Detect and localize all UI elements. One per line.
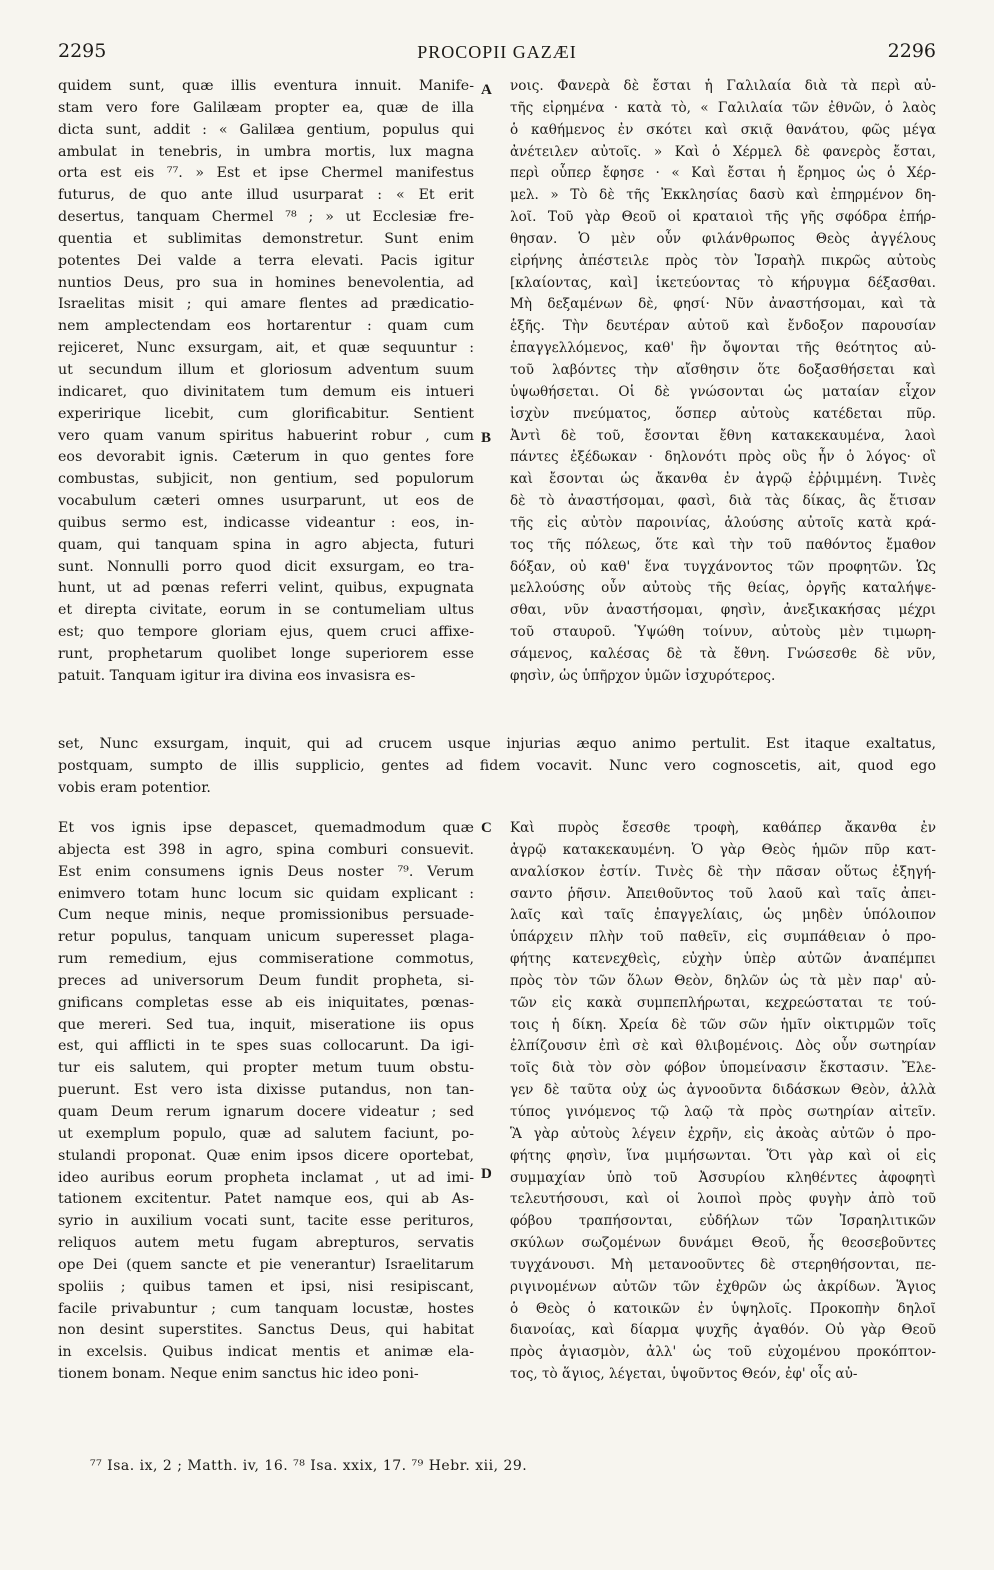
text-line: ope Dei (quem sancte et pie venerantur) Israelitarum	[58, 1256, 474, 1273]
text-line: postquam, sumpto de illis supplicio, gentes ad fidem vocavit. Nunc vero cognoscetis, ait, quod ego	[58, 757, 936, 774]
text-line: enimvero totam hunc locum sic quidam explicant :	[58, 885, 474, 902]
text-line: τελευτήσουσι, καὶ οἱ λοιποὶ πρὸς φυγὴν ἀπὸ τοῦ	[510, 1191, 936, 1208]
text-line: ριγινομένων αὐτῶν τῶν ἐχθρῶν ὡς ἀκρίδων. Ἅγιος	[510, 1278, 936, 1295]
text-line: combustas, subjicit, non gentium, sed populorum	[58, 471, 474, 488]
text-line: puerunt. Est vero ista dixisse putandus, non tan-	[58, 1082, 474, 1099]
page-number-left: 2295	[58, 40, 107, 62]
text-line: tationem excitentur. Patet namque eos, qui ab As-	[58, 1191, 474, 1208]
text-line: in excelsis. Quibus indicat mentis et animæ ela-	[58, 1344, 474, 1361]
running-title: PROCOPII GAZÆI	[417, 42, 577, 62]
latin-column-bottom	[58, 818, 474, 1386]
text-line: tionem bonam. Neque enim sanctus hic ideo poni-	[58, 1366, 419, 1383]
text-line: σκύλων σωζομένων δυνάμει Θεοῦ, ἧς θεοσεβοῦντες	[510, 1235, 936, 1252]
text-line: τοῖς διὰ τὸν σὸν φόβον ὑπομείνασιν ἔκστασιν. Ἔλε-	[510, 1060, 936, 1077]
text-line: et direpta civitate, eorum in se contumeliam ultus	[58, 602, 474, 619]
text-line: λαῖς καὶ ταῖς ἐπαγγελίαις, ὡς μηδὲν ὑπόλοιπον	[510, 907, 936, 924]
text-line: eos devorabit ignis. Cæterum in quo gentes fore	[58, 449, 474, 466]
text-line: que mereri. Sed tua, inquit, miseratione iis opus	[58, 1016, 474, 1033]
text-line: rum remedium, ejus commiseratione commotus,	[58, 951, 474, 968]
text-line: συμμαχίαν ὑπὸ τοῦ Ἀσσυρίου κληθέντες ἀφοφητὶ	[510, 1169, 936, 1186]
text-line: δόξαν, οὐ καθ' ἕνα τυγχάνοντος τῶν προφητῶν. Ὡς	[510, 558, 936, 575]
text-line: quibus sermo est, indicasse videantur : eos, in-	[58, 514, 474, 531]
text-line: preces ad universorum Deum fundit propheta, si-	[58, 972, 474, 989]
text-line: Ἃ γὰρ αὐτοὺς λέγειν ἐχρῆν, εἰς ἀκοὰς αὐτῶν ὁ προ-	[510, 1125, 936, 1142]
text-line: gnificans completas esse ab eis iniquitates, pœnas-	[58, 994, 474, 1011]
text-line: πάντες ἐξέδωκαν · δηλονότι πρὸς οὓς ἦν ὁ λόγος· οἳ	[510, 449, 936, 466]
text-line: τῆς εἰς αὐτὸν παροινίας, ἁλούσης αὐτοῖς κατὰ κρά-	[510, 514, 936, 531]
page-number-right: 2296	[887, 40, 936, 62]
text-line: τυγχάνουσι. Μὴ μετανοοῦντες δὲ στερηθήσονται, πε-	[510, 1256, 936, 1273]
text-line: αναλίσκον ἐστίν. Τινὲς δὲ τὴν πᾶσαν οὕτως ἐξηγή-	[510, 863, 936, 880]
text-line: γεν δὲ ταῦτα οὐχ ὡς ἀγνοοῦντα διδάσκων Θεὸν, ἀλλὰ	[510, 1082, 936, 1099]
section-marker-c: C	[481, 820, 492, 836]
text-line: σαντο ῥῆσιν. Ἀπειθοῦντος τοῦ λαοῦ καὶ ταῖς ἀπει-	[510, 885, 936, 902]
section-marker-a: A	[481, 82, 492, 98]
text-line: indicaret, quo divinitatem tum demum eis intueri	[58, 383, 474, 400]
text-line: experirique licebit, cum glorificabitur. Sentient	[58, 405, 474, 422]
text-line: ἰσχὺν πνεύματος, ὅσπερ αὐτοὺς κατέδεται πῦρ.	[510, 405, 936, 422]
text-line: runt, prophetarum quolibet longe superiorem esse	[58, 645, 474, 662]
text-line: φησὶν, ὡς ὑπῆρχον ὑμῶν ἰσχυρότερος.	[510, 667, 776, 684]
text-line: futurus, de quo ante illud usurparat : « Et erit	[58, 187, 474, 204]
text-line: δὲ τὸ ἀναστήσομαι, φασὶ, διὰ τὰς δίκας, ἃς ἔτισαν	[510, 493, 936, 510]
text-line: θησαν. Ὁ μὲν οὖν φιλάνθρωπος Θεὸς ἀγγέλους	[510, 230, 936, 247]
text-line: τοῦ σταυροῦ. Ὑψώθη τοίνυν, αὐτοὺς μὲν τιμωρη-	[510, 624, 936, 641]
text-line: Ἀντὶ δὲ τοῦ, ἔσονται ἔθνη κατακεκαυμένα, λαοὶ	[510, 427, 936, 444]
text-line: nem amplectendam eos hortarentur : quam cum	[58, 318, 474, 335]
text-line: φόβου τραπήσονται, εὐδήλων τῶν Ἰσραηλιτικῶν	[510, 1213, 936, 1230]
text-line: est; quo tempore gloriam ejus, quem cruci affixe-	[58, 624, 474, 641]
text-line: ἐπαγγελλόμενος, καθ' ἣν ὄψονται τῆς θεότητος αὐ-	[510, 340, 936, 357]
text-line: Μὴ δεξαμένων δὲ, φησί· Νῦν ἀναστήσομαι, καὶ τὰ	[510, 296, 936, 313]
text-line: vobis eram potentior.	[58, 779, 211, 796]
text-line: ut secundum illum et gloriosum adventum suum	[58, 361, 474, 378]
section-marker-b: B	[481, 430, 492, 446]
text-line: ὁ καθήμενος ἐν σκότει καὶ σκιᾷ θανάτου, φῶς μέγα	[510, 121, 936, 138]
text-line: σάμενος, καλέσας δὲ τὰ ἔθνη. Γνώσεσθε δὲ νῦν,	[510, 645, 936, 662]
text-line: Israelitas misit ; qui amare flentes ad prædicatio-	[58, 296, 474, 313]
text-line: μελ. » Τὸ δὲ τῆς Ἐκκλησίας δασὺ καὶ ἐπηρμένον δη-	[510, 187, 936, 204]
text-line: περὶ οὗπερ ἔφησε · « Καὶ ἔσται ἡ ἔρημος ὡς ὁ Χέρ-	[510, 165, 936, 182]
text-line: abjecta est 398 in agro, spina comburi consuevit.	[58, 841, 474, 858]
text-line: τος, τὸ ἅγιος, λέγεται, ὑψοῦντος Θεόν, ἐφ' οἷς αὐ-	[510, 1366, 858, 1383]
text-line: σθαι, νῦν ἀναστήσομαι, φησὶν, ἀνεξικακήσας μέχρι	[510, 602, 936, 619]
text-line: πρὸς ἁγιασμὸν, ἀλλ' ὡς τοῦ εὐχομένου προκόπτον-	[510, 1344, 936, 1361]
text-line: sunt. Nonnulli porro quod dicit exsurgam, eo tra-	[58, 558, 474, 575]
text-line: τοῦ λαβόντες τὴν αἴσθησιν ὅτε δοξασθήσεται καὶ	[510, 361, 936, 378]
text-line: facile privabuntur ; cum tanquam locustæ, hostes	[58, 1300, 474, 1317]
text-line: patuit. Tanquam igitur ira divina eos invasisra es-	[58, 667, 416, 684]
text-line: τύπος γινόμενος τῷ λαῷ τὰ πρὸς σωτηρίαν αἰτεῖν.	[510, 1103, 936, 1120]
text-line: τος τῆς πόλεως, ὅτε καὶ τὴν τοῦ παθόντος ἔμαθον	[510, 536, 936, 553]
text-line: ambulat in tenebris, in umbra mortis, lux magna	[58, 143, 474, 160]
footnotes: ⁷⁷ Isa. ix, 2 ; Matth. iv, 16. ⁷⁸ Isa. xxix, 17. ⁷⁹ Hebr. xii, 29.	[90, 1458, 528, 1474]
text-line: καὶ ἔσονται ὡς ἄκανθα ἐν ἀγρῷ ἐῤῥιμμένη. Τινὲς	[510, 471, 936, 488]
text-line: τῶν εἰς κακὰ συμπεπλήρωται, κεχρεώσταται τε τού-	[510, 994, 936, 1011]
text-line: syrio in auxilium vocati sunt, tacite esse perituros,	[58, 1213, 474, 1230]
text-line: ἑξῆς. Τὴν δευτέραν αὐτοῦ καὶ ἔνδοξον παρουσίαν	[510, 318, 936, 335]
text-line: retur populus, tanquam unicum superesset plaga-	[58, 929, 474, 946]
text-line: Est enim consumens ignis Deus noster ⁷⁹. Verum	[58, 863, 474, 880]
text-line: Et vos ignis ipse depascet, quemadmodum quæ	[58, 820, 474, 836]
text-line: Καὶ πυρὸς ἔσεσθε τροφὴ, καθάπερ ἄκανθα ἐν	[510, 820, 936, 836]
text-line: hunt, ut ad pœnas referri velint, quibus, expugnata	[58, 580, 474, 597]
greek-column-top	[510, 76, 936, 688]
text-line: νοις. Φανερὰ δὲ ἔσται ἡ Γαλιλαία διὰ τὰ περὶ αὐ-	[510, 78, 936, 94]
section-marker-d: D	[481, 1166, 492, 1182]
text-line: vero quam vanum spiritus habuerint robur , cum	[58, 427, 474, 444]
text-line: ideo auribus eorum propheta inclamat , ut ad imi-	[58, 1169, 474, 1186]
text-line: τοις ἡ δίκη. Χρεία δὲ τῶν σῶν ἡμῖν οἰκτιρμῶν τοῖς	[510, 1016, 936, 1033]
text-line: reliquos autem metu fugam abrepturos, servatis	[58, 1235, 474, 1252]
text-line: spoliis ; quibus tamen et ipsi, nisi resipiscant,	[58, 1278, 474, 1295]
text-line: ὑπάρχειν πλὴν τοῦ παθεῖν, εἰς συμπάθειαν ὁ προ-	[510, 929, 936, 946]
text-line: φήτης φησὶν, ἵνα μιμήσωνται. Ὅτι γὰρ καὶ οἱ εἰς	[510, 1147, 936, 1164]
text-line: desertus, tanquam Chermel ⁷⁸ ; » ut Ecclesiæ fre-	[58, 209, 474, 226]
text-line: potentes Dei valde a terra elevati. Pacis igitur	[58, 252, 474, 269]
text-line: est, qui afflicti in te spes suas collocarunt. Da igi-	[58, 1038, 474, 1055]
text-line: τῆς εἰρημένα · κατὰ τὸ, « Γαλιλαία τῶν ἐθνῶν, ὁ λαὸς	[510, 99, 936, 116]
text-line: ἀγρῷ κατακεκαυμένη. Ὁ γὰρ Θεὸς ἡμῶν πῦρ κατ-	[510, 841, 936, 858]
greek-column-bottom	[510, 818, 936, 1386]
text-line: εἰρήνης ἀπέστειλε πρὸς τὸν Ἰσραὴλ πικρῶς αὐτοὺς	[510, 252, 936, 269]
text-line: dicta sunt, addit : « Galilæa gentium, populus qui	[58, 121, 474, 138]
latin-spanning-paragraph	[58, 734, 936, 800]
text-line: [κλαίοντας, καὶ] ἱκετεύοντας τὸ κήρυγμα δέξασθαι.	[510, 274, 936, 291]
text-line: tur eis salutem, qui propter metum tuum obstu-	[58, 1060, 474, 1077]
text-line: quentia et sublimitas demonstretur. Sunt enim	[58, 230, 474, 247]
text-line: διανοίας, καὶ δίαρμα ψυχῆς ἀγαθόν. Οὐ γὰρ Θεοῦ	[510, 1322, 936, 1339]
text-line: πρὸς τὸν τῶν ὅλων Θεὸν, δηλῶν ὡς τὰ μὲν παρ' αὐ-	[510, 972, 936, 989]
text-line: Cum neque minis, neque promissionibus persuade-	[58, 907, 474, 924]
text-line: vocabulum cæteri omnes usurparunt, ut eos de	[58, 493, 474, 510]
latin-column-top	[58, 76, 474, 688]
text-line: ὁ Θεὸς ὁ κατοικῶν ἐν ὑψηλοῖς. Προκοπὴν δηλοῖ	[510, 1300, 936, 1317]
text-line: μελλούσης οὖν αὐτοὺς τῆς θείας, ὀργῆς καταλήψε-	[510, 580, 936, 597]
text-line: stulandi proponat. Quæ enim ipsos dicere oportebat,	[58, 1147, 474, 1164]
text-line: ἐλπίζουσιν ἐπὶ σὲ καὶ θλιβομένοις. Δὸς οὖν σωτηρίαν	[510, 1038, 936, 1055]
text-line: ἀνέτειλεν αὐτοῖς. » Καὶ ὁ Χέρμελ δὲ φανερὸς ἔσται,	[510, 143, 936, 160]
text-line: ut exemplum populo, quæ ad salutem faciunt, po-	[58, 1125, 474, 1142]
text-line: quidem sunt, quæ illis eventura innuit. Manife-	[58, 78, 474, 94]
text-line: ὑψωθήσεται. Οἱ δὲ γνώσονται ὡς ματαίαν εἶχον	[510, 383, 936, 400]
text-line: orta est eis ⁷⁷. » Est et ipse Chermel manifestus	[58, 165, 474, 182]
text-line: non desint superstites. Sanctus Deus, qui habitat	[58, 1322, 474, 1339]
text-line: λοῖ. Τοῦ γὰρ Θεοῦ οἱ κραταιοὶ τῆς γῆς σφόδρα ἐπήρ-	[510, 209, 936, 226]
text-line: rejiceret, Nunc exsurgam, ait, et quæ sequuntur :	[58, 340, 474, 357]
page-header	[58, 40, 936, 68]
text-line: nuntios Deus, pro sua in homines benevolentia, ad	[58, 274, 474, 291]
text-line: quam, qui tanquam spina in agro abjecta, futuri	[58, 536, 474, 553]
text-line: φήτης κατενεχθεὶς, εὐχὴν ὑπὲρ αὐτῶν ἀναπέμπει	[510, 951, 936, 968]
text-line: quam Deum rerum ignarum docere videatur ; sed	[58, 1103, 474, 1120]
text-line: stam vero fore Galilæam propter ea, quæ de illa	[58, 99, 474, 116]
text-line: set, Nunc exsurgam, inquit, qui ad crucem usque injurias æquo animo pertulit. Est itaque exaltatus,	[58, 736, 936, 752]
